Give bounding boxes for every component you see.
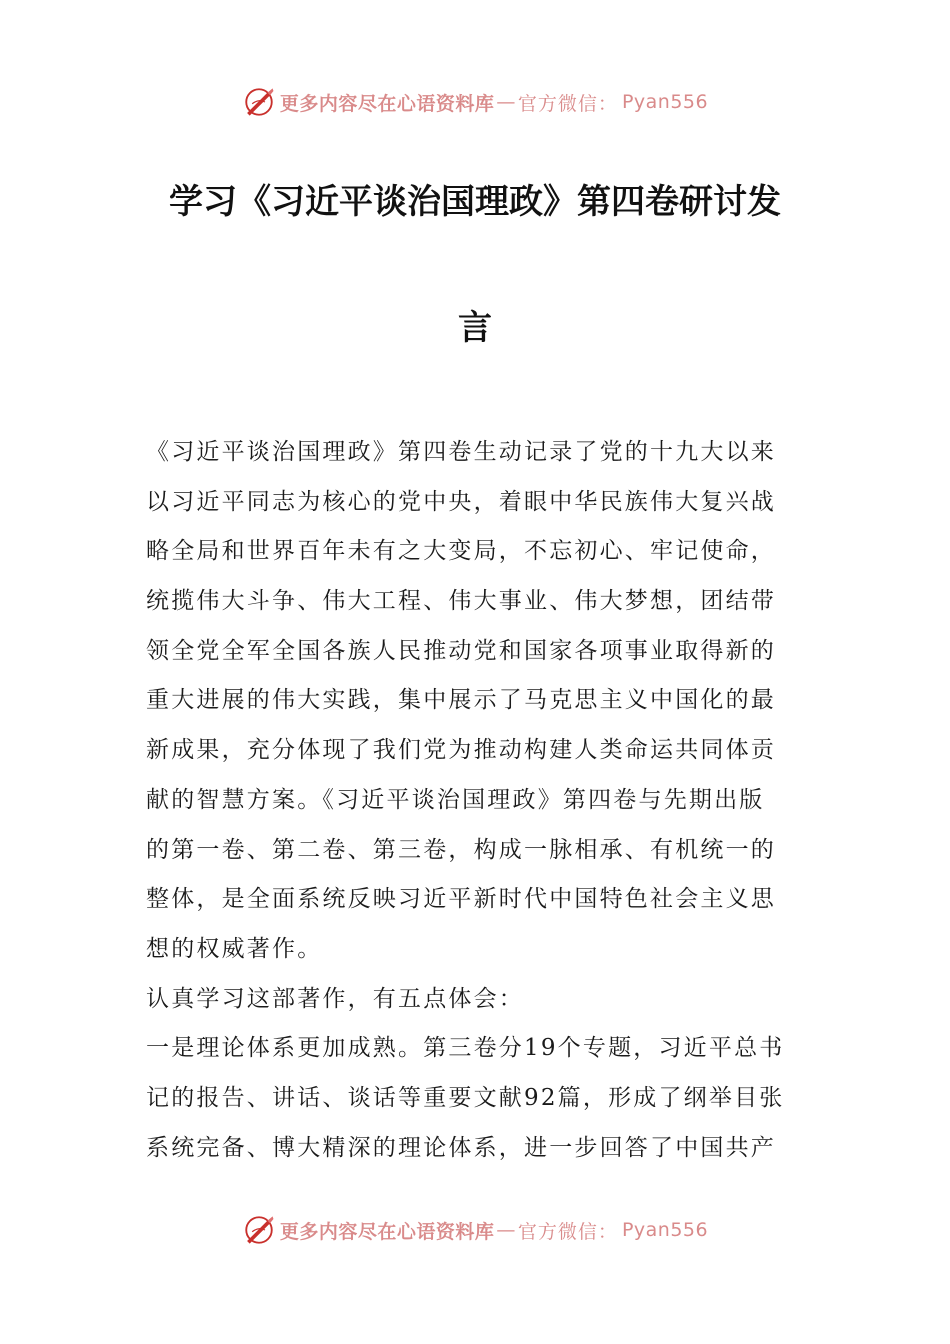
body-line: 《习近平谈治国理政》第四卷生动记录了党的十九大以来 — [146, 439, 776, 465]
watermark-brand: 更多内容尽在心语资料库 — [279, 1220, 495, 1243]
watermark-header — [0, 80, 950, 124]
watermark-wechat-id: Pyan556 — [621, 1219, 709, 1241]
body-line: 系统完备、博大精深的理论体系，进一步回答了中国共产 — [146, 1134, 776, 1161]
pen-logo-icon — [242, 1213, 276, 1247]
document-title-line-2: 言 — [458, 308, 492, 348]
body-line: 领全党全军全国各族人民推动党和国家各项事业取得新的 — [146, 637, 776, 664]
body-line: 的第一卷、第二卷、第三卷，构成一脉相承、有机统一的 — [146, 836, 776, 863]
body-line: 献的智慧方案。《习近平谈治国理政》第四卷与先期出版 — [146, 786, 765, 813]
pen-logo-icon — [242, 85, 276, 119]
body-line: 认真学习这部著作，有五点体会： — [146, 985, 524, 1012]
watermark-brand: 更多内容尽在心语资料库 — [279, 92, 495, 115]
body-line: 整体，是全面系统反映习近平新时代中国特色社会主义思 — [146, 886, 776, 913]
body-line: 想的权威著作。 — [146, 935, 323, 962]
watermark-footer — [0, 1208, 950, 1252]
document-body — [146, 428, 806, 1173]
watermark-separator: — — [496, 91, 516, 113]
body-line: 记的报告、讲话、谈话等重要文献92篇，形成了纲举目张 — [146, 1084, 785, 1111]
body-line: 统揽伟大斗争、伟大工程、伟大事业、伟大梦想，团结带 — [146, 588, 776, 615]
watermark-wechat-id: Pyan556 — [621, 91, 709, 113]
body-line: 以习近平同志为核心的党中央，着眼中华民族伟大复兴战 — [146, 488, 776, 515]
document-title-line-1: 学习《习近平谈治国理政》第四卷研讨发 — [169, 182, 781, 222]
body-line: 一是理论体系更加成熟。第三卷分19个专题，习近平总书 — [146, 1035, 785, 1062]
watermark-official-label: 官方微信： — [517, 1220, 618, 1243]
body-line: 新成果，充分体现了我们党为推动构建人类命运共同体贡 — [146, 737, 776, 764]
watermark-separator: — — [496, 1219, 516, 1241]
body-line: 重大进展的伟大实践，集中展示了马克思主义中国化的最 — [146, 687, 776, 714]
watermark-official-label: 官方微信： — [517, 92, 618, 115]
body-line: 略全局和世界百年未有之大变局，不忘初心、牢记使命， — [146, 538, 776, 565]
